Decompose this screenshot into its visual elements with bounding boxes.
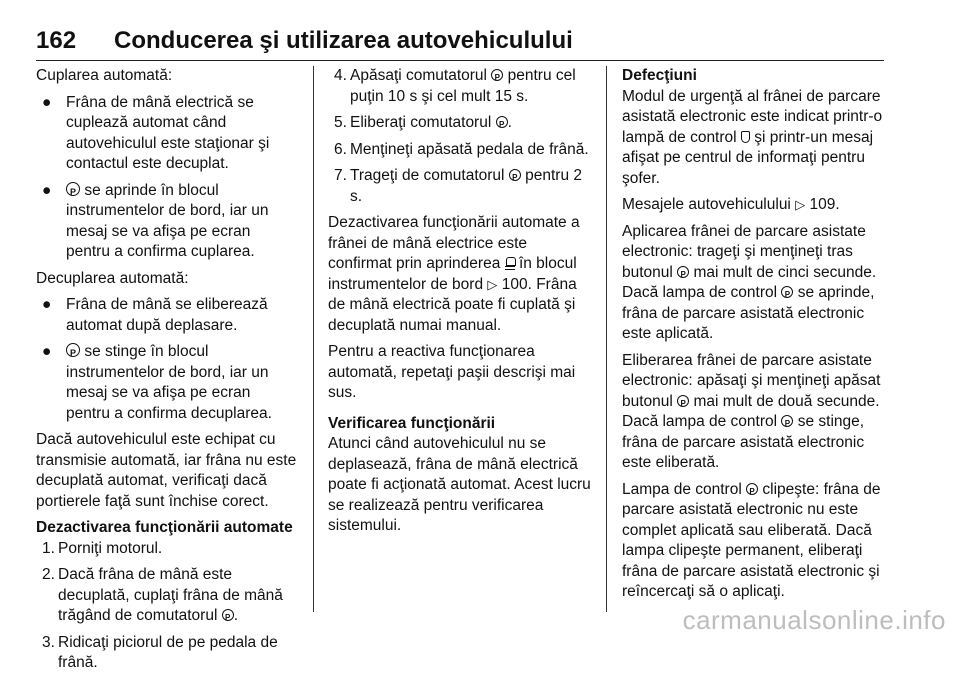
list-item: ● Frâna de mână electrică se cuplează automat când autovehiculul este staţionar şi contactul este decuplat. [42,93,270,172]
check-heading: Verificarea funcţionării [328,414,496,432]
reactivation-note: Pentru a reactiva funcţionarea automată, repetaţi paşii descrişi mai sus. [328,343,576,401]
column-3 [622,66,890,609]
faults-heading: Defecţiuni [622,67,697,84]
deactivation-steps-cont [328,66,592,207]
step-item: 6. Menţineţi apăsată pedala de frână. [334,140,589,158]
step-item: 1. Porniţi motorul. [42,539,163,557]
faults-text: Modul de urgenţă al frânei de parcare asistată electronic este indicat printr-o lampă de control şi printr-un mesaj afişat pe centrul de informaţi pentru şofer. [622,87,883,187]
step-item: 3. Ridicaţi piciorul de pe pedala de frână. [42,633,278,671]
release-instructions: Eliberarea frânei de parcare asistate electronic: apăsaţi şi menţineţi apăsat butonul P mai mult de două secunde. Dacă lampa de control P se stinge, frâna de parcare asistată electronic este eliberată. [622,351,890,474]
parking-brake-lamp-icon [746,483,758,495]
list-item: ● Frâna de mână se eliberează automat după deplasare. [42,296,268,334]
column-1 [36,66,298,680]
page-header [36,26,884,61]
parking-brake-icon [66,343,80,357]
step-item: 2. Dacă frâna de mână este decuplată, cuplaţi frâna de mână trăgând de comutatorul P . [36,565,298,627]
column-2 [328,66,592,543]
parking-brake-switch-icon [677,395,689,407]
brake-warning-lamp-icon [505,257,515,270]
step-item: 7. Trageţi de comutatorul P pentru 2 s. [328,166,592,207]
blinking-lamp-note: Lampa de control P clipeşte: frâna de parcare asistată electronic nu este complet aplicată sau eliberată. Dacă lampa clipeşte permanent, eliberaţi frâna de parcare asistată electronic şi reîncercaţi să o aplicaţi. [622,480,890,603]
parking-brake-lamp-icon [781,415,793,427]
page-reference[interactable]: 109 [809,196,836,213]
auto-coupling-title: Cuplarea automată: [36,67,173,84]
watermark: carmanualsonline.info [682,605,946,635]
check-text: Atunci când autovehiculul nu se deplasează, frâna de mână electrică poate fi acţionată automat. Acest lucru se realizează pentru verificarea sistemului. [328,435,591,534]
apply-instructions: Aplicarea frânei de parcare asistate electronic: trageţi şi menţineţi tras butonul P mai mult de cinci secunde. Dacă lampa de control P se aprinde, frâna de parcare asistată electronic este aplicată. [622,222,890,345]
parking-brake-switch-icon [491,69,503,81]
chapter-title: Conducerea şi utilizarea autovehiculului [114,27,573,54]
vehicle-messages-ref: Mesajele autovehiculului ▷ 109. [622,196,840,213]
control-lamp-icon [741,131,750,143]
page-number: 162 [36,27,77,54]
deactivation-heading: Dezactivarea funcţionării automate [36,519,293,536]
column-divider-2 [606,66,607,612]
step-item: 4. Apăsaţi comutatorul P pentru cel puţin 10 s şi cel mult 15 s. [328,66,592,107]
parking-brake-lamp-icon [781,286,793,298]
deactivation-confirmation: Dezactivarea funcţionării automate a frânei de mână electrice este confirmat prin aprinderea în blocul instrumentelor de bord ▷ 100. Frâna de mână electrică poate fi cuplată şi decuplată numai manual. [328,214,580,334]
parking-brake-icon [66,182,80,196]
parking-brake-switch-icon [496,116,508,128]
automatic-transmission-note: Dacă autovehiculul este echipat cu transmisie automată, iar frâna nu este decuplată automat, verificaţi dacă portierele faţă sunt închise corect. [36,431,297,510]
parking-brake-switch-icon [222,609,234,621]
step-item: 5. Eliberaţi comutatorul P . [328,113,592,134]
list-item: ● P se aprinde în blocul instrumentelor de bord, iar un mesaj se va afişa pe ecran pentru a confirma cuplarea. [36,181,298,263]
page-reference-icon: ▷ [795,197,806,212]
parking-brake-switch-icon [677,266,689,278]
deactivation-steps [36,539,298,674]
auto-coupling-list [36,93,298,263]
list-item: ● P se stinge în blocul instrumentelor de bord, iar un mesaj se va afişa pe ecran pentru a confirma decuplarea. [36,342,298,424]
auto-decoupling-title: Decuplarea automată: [36,269,189,287]
auto-decoupling-list [36,295,298,424]
page-reference-icon: ▷ [487,276,498,292]
column-divider-1 [313,66,314,612]
parking-brake-switch-icon [509,169,521,181]
page-reference[interactable]: 100 [501,275,528,293]
